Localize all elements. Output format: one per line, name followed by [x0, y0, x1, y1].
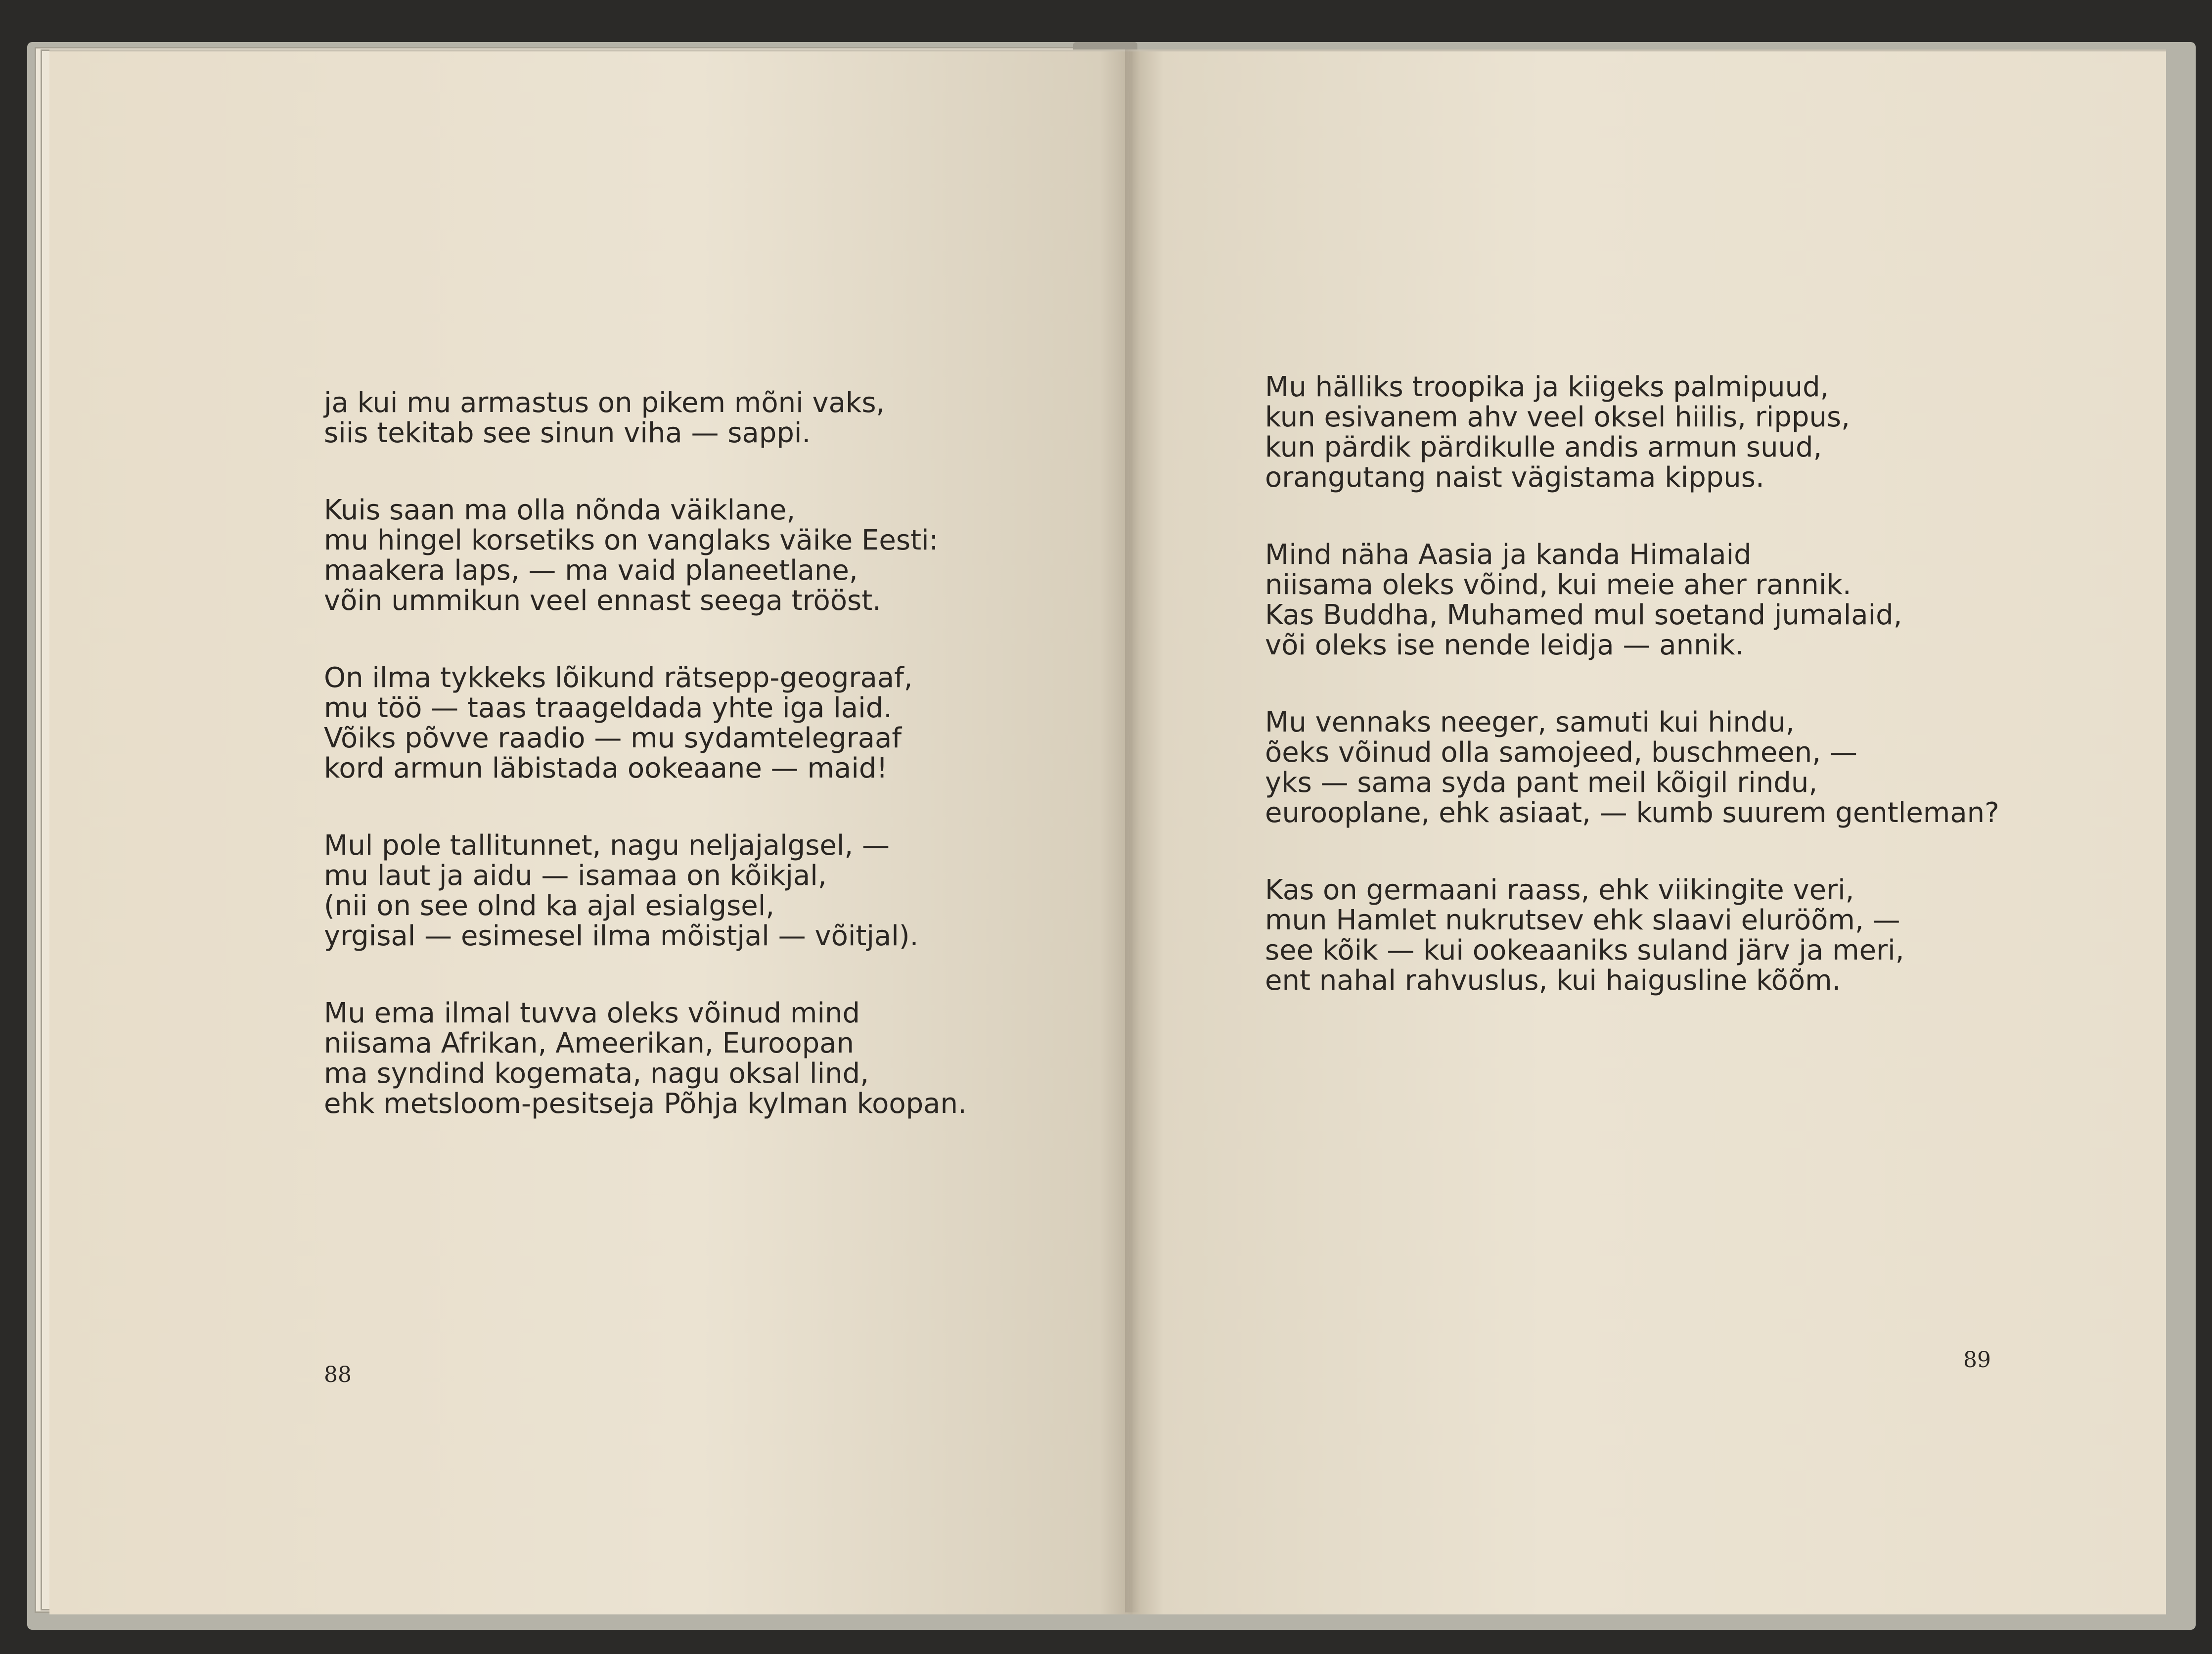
poem-line: Mu vennaks neeger, samuti kui hindu,	[1265, 706, 1795, 738]
poem-line: yrgisal — esimesel ilma mõistjal — võitjal).	[324, 920, 919, 952]
poem-line: mu hingel korsetiks on vanglaks väike Eesti:	[324, 524, 939, 556]
poem-line: Mu hälliks troopika ja kiigeks palmipuud,	[1265, 371, 1829, 403]
poem-line: kun pärdik pärdikulle andis armun suud,	[1265, 431, 1822, 463]
poem-line: mu töö — taas traageldada yhte iga laid.	[324, 692, 893, 724]
poem-line: Mu ema ilmal tuvva oleks võinud mind	[324, 997, 860, 1029]
poem-line: ent nahal rahvuslus, kui haigusline kõõm.	[1265, 965, 1841, 997]
stanza	[324, 388, 967, 448]
stanza	[1265, 707, 1999, 828]
stanza	[1265, 875, 1999, 996]
poem-line: Kuis saan ma olla nõnda väiklane,	[324, 494, 796, 526]
poem-line: see kõik — kui ookeaaniks suland järv ja meri,	[1265, 934, 1904, 966]
page-number-right: 89	[1963, 1347, 1991, 1373]
poem-line: õeks võinud olla samojeed, buschmeen, —	[1265, 736, 1857, 769]
stanza	[1265, 372, 1999, 493]
poem-line: ehk metsloom-pesitseja Põhja kylman koopan.	[324, 1088, 967, 1120]
right-page	[1132, 49, 2166, 1614]
poem-line: mun Hamlet nukrutsev ehk slaavi eluröõm, —	[1265, 904, 1900, 936]
poem-line: või oleks ise nende leidja — annik.	[1265, 629, 1744, 661]
poem-line: siis tekitab see sinun viha — sappi.	[324, 417, 811, 449]
stanza	[324, 663, 967, 783]
poem-line: (nii on see olnd ka ajal esialgsel,	[324, 890, 775, 922]
stanza	[324, 830, 967, 951]
poem-line: orangutang naist vägistama kippus.	[1265, 461, 1764, 494]
poem-line: ja kui mu armastus on pikem mõni vaks,	[324, 387, 885, 419]
poem-line: eurooplane, ehk asiaat, — kumb suurem gentleman?	[1265, 797, 1999, 829]
left-poem	[324, 388, 967, 1166]
page-number-left: 88	[324, 1362, 352, 1387]
stanza	[1265, 540, 1999, 660]
left-page	[49, 49, 1132, 1614]
poem-line: ma syndind kogemata, nagu oksal lind,	[324, 1057, 869, 1090]
poem-line: Kas on germaani raass, ehk viikingite veri,	[1265, 874, 1854, 906]
right-poem	[1265, 372, 1999, 1043]
poem-line: Mind näha Aasia ja kanda Himalaid	[1265, 539, 1752, 571]
poem-line: yks — sama syda pant meil kõigil rindu,	[1265, 767, 1818, 799]
poem-line: Kas Buddha, Muhamed mul soetand jumalaid,	[1265, 599, 1902, 631]
poem-line: niisama Afrikan, Ameerikan, Euroopan	[324, 1027, 854, 1059]
poem-line: Mul pole tallitunnet, nagu neljajalgsel, —	[324, 829, 890, 862]
poem-line: kord armun läbistada ookeaane — maid!	[324, 752, 888, 784]
poem-line: kun esivanem ahv veel oksel hiilis, rippus,	[1265, 401, 1850, 433]
poem-line: mu laut ja aidu — isamaa on kõikjal,	[324, 860, 827, 892]
poem-line: maakera laps, — ma vaid planeetlane,	[324, 554, 858, 587]
poem-line: Võiks põvve raadio — mu sydamtelegraaf	[324, 722, 902, 754]
stanza	[324, 998, 967, 1119]
poem-line: võin ummikun veel ennast seega trööst.	[324, 585, 881, 617]
poem-line: niisama oleks võind, kui meie aher rannik.	[1265, 569, 1851, 601]
book-spine-shadow	[1125, 49, 1140, 1612]
poem-line: On ilma tykkeks lõikund rätsepp-geograaf,	[324, 662, 913, 694]
stanza	[324, 495, 967, 616]
